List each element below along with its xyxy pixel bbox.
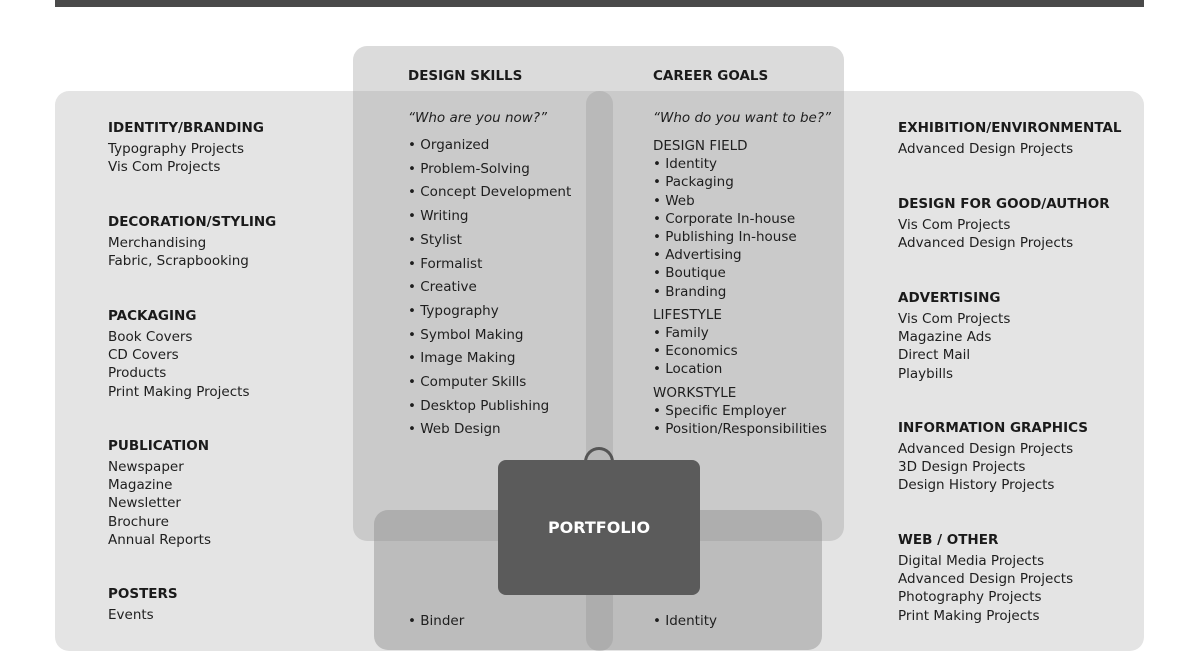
skill-item: • Organized bbox=[408, 137, 490, 153]
right-group-exhibition bbox=[898, 120, 1138, 158]
portfolio-box bbox=[498, 460, 700, 595]
skill-item: • Formalist bbox=[408, 255, 483, 272]
group-title: WEB / OTHER bbox=[898, 532, 999, 548]
goal-item: • Advertising bbox=[653, 247, 742, 264]
group-item: Products bbox=[108, 365, 167, 382]
skill-item: • Image Making bbox=[408, 350, 516, 367]
group-title: PUBLICATION bbox=[108, 438, 210, 454]
goal-item: • Publishing In-house bbox=[653, 229, 797, 246]
career-goals-subtitle: “Who do you want to be?” bbox=[653, 110, 831, 126]
goal-item: • Branding bbox=[653, 283, 727, 300]
left-group-posters bbox=[108, 586, 348, 624]
portfolio-label: PORTFOLIO bbox=[547, 518, 651, 537]
design-skills-title: DESIGN SKILLS bbox=[408, 68, 523, 84]
group-item: CD Covers bbox=[108, 347, 179, 364]
goal-item: • Corporate In-house bbox=[653, 210, 796, 227]
group-title: DECORATION/STYLING bbox=[108, 214, 277, 230]
right-group-design-for-good bbox=[898, 196, 1138, 252]
goal-item: • Web bbox=[653, 192, 695, 209]
group-item: Typography Projects bbox=[108, 141, 244, 157]
group-item: Newspaper bbox=[108, 459, 184, 475]
group-item: Brochure bbox=[108, 513, 169, 530]
goal-category: WORKSTYLE bbox=[653, 384, 737, 401]
skill-item: • Concept Development bbox=[408, 184, 572, 201]
group-title: ADVERTISING bbox=[898, 290, 1001, 306]
skill-item: • Typography bbox=[408, 302, 499, 319]
group-item: Vis Com Projects bbox=[898, 311, 1011, 327]
group-item: Book Covers bbox=[108, 329, 193, 345]
top-banner bbox=[55, 0, 1144, 7]
career-goals-title: CAREER GOALS bbox=[653, 68, 769, 84]
skill-item: • Writing bbox=[408, 208, 469, 225]
right-group-information-graphics bbox=[898, 420, 1138, 495]
group-item: Advanced Design Projects bbox=[898, 141, 1074, 157]
goal-item: • Economics bbox=[653, 343, 738, 360]
group-item: Playbills bbox=[898, 365, 954, 382]
goal-item: • Position/Responsibilities bbox=[653, 421, 827, 438]
left-group-publication bbox=[108, 438, 348, 549]
skill-item: • Computer Skills bbox=[408, 374, 527, 391]
group-item: Design History Projects bbox=[898, 477, 1055, 494]
group-item: Advanced Design Projects bbox=[898, 571, 1074, 588]
group-item: Vis Com Projects bbox=[108, 159, 221, 176]
design-skills-list bbox=[408, 134, 571, 442]
goal-item: • Family bbox=[653, 325, 709, 342]
goal-item: • Identity bbox=[653, 156, 717, 173]
skill-item: • Symbol Making bbox=[408, 326, 524, 343]
group-item: Magazine bbox=[108, 477, 173, 494]
skill-item: • Web Design bbox=[408, 421, 501, 438]
group-item: Magazine Ads bbox=[898, 329, 992, 346]
goal-item: • Location bbox=[653, 361, 723, 378]
left-group-decoration bbox=[108, 214, 348, 270]
skill-item: • Desktop Publishing bbox=[408, 397, 550, 414]
group-item: Newsletter bbox=[108, 495, 181, 512]
group-item: Merchandising bbox=[108, 235, 207, 251]
group-title: PACKAGING bbox=[108, 308, 197, 324]
group-item: Annual Reports bbox=[108, 531, 212, 548]
group-item: Fabric, Scrapbooking bbox=[108, 253, 249, 270]
skill-item: • Creative bbox=[408, 279, 477, 296]
group-item: Print Making Projects bbox=[898, 607, 1040, 624]
goal-item: • Packaging bbox=[653, 174, 734, 191]
bottom-left-item: • Binder bbox=[408, 613, 465, 629]
group-item: Photography Projects bbox=[898, 589, 1042, 606]
group-title: INFORMATION GRAPHICS bbox=[898, 420, 1088, 436]
group-item: Digital Media Projects bbox=[898, 553, 1045, 569]
right-group-web-other bbox=[898, 532, 1138, 625]
group-item: Print Making Projects bbox=[108, 383, 250, 400]
group-item: Events bbox=[108, 607, 154, 623]
group-item: 3D Design Projects bbox=[898, 459, 1026, 476]
left-group-identity bbox=[108, 120, 348, 176]
group-title: POSTERS bbox=[108, 586, 178, 602]
group-item: Advanced Design Projects bbox=[898, 441, 1074, 457]
group-title: EXHIBITION/ENVIRONMENTAL bbox=[898, 120, 1122, 136]
bottom-right-item: • Identity bbox=[653, 613, 717, 629]
group-item: Direct Mail bbox=[898, 347, 971, 364]
goal-item: • Specific Employer bbox=[653, 402, 787, 419]
goal-category: DESIGN FIELD bbox=[653, 138, 748, 154]
goal-item: • Boutique bbox=[653, 265, 726, 282]
group-title: DESIGN FOR GOOD/AUTHOR bbox=[898, 196, 1110, 212]
skill-item: • Problem-Solving bbox=[408, 160, 530, 177]
group-title: IDENTITY/BRANDING bbox=[108, 120, 264, 136]
design-skills-subtitle: “Who are you now?” bbox=[408, 110, 547, 126]
career-goals-list bbox=[653, 132, 827, 438]
group-item: Vis Com Projects bbox=[898, 217, 1011, 233]
goal-category: LIFESTYLE bbox=[653, 306, 722, 323]
right-group-advertising bbox=[898, 290, 1138, 383]
skill-item: • Stylist bbox=[408, 231, 462, 248]
group-item: Advanced Design Projects bbox=[898, 235, 1074, 252]
left-group-packaging bbox=[108, 308, 348, 401]
